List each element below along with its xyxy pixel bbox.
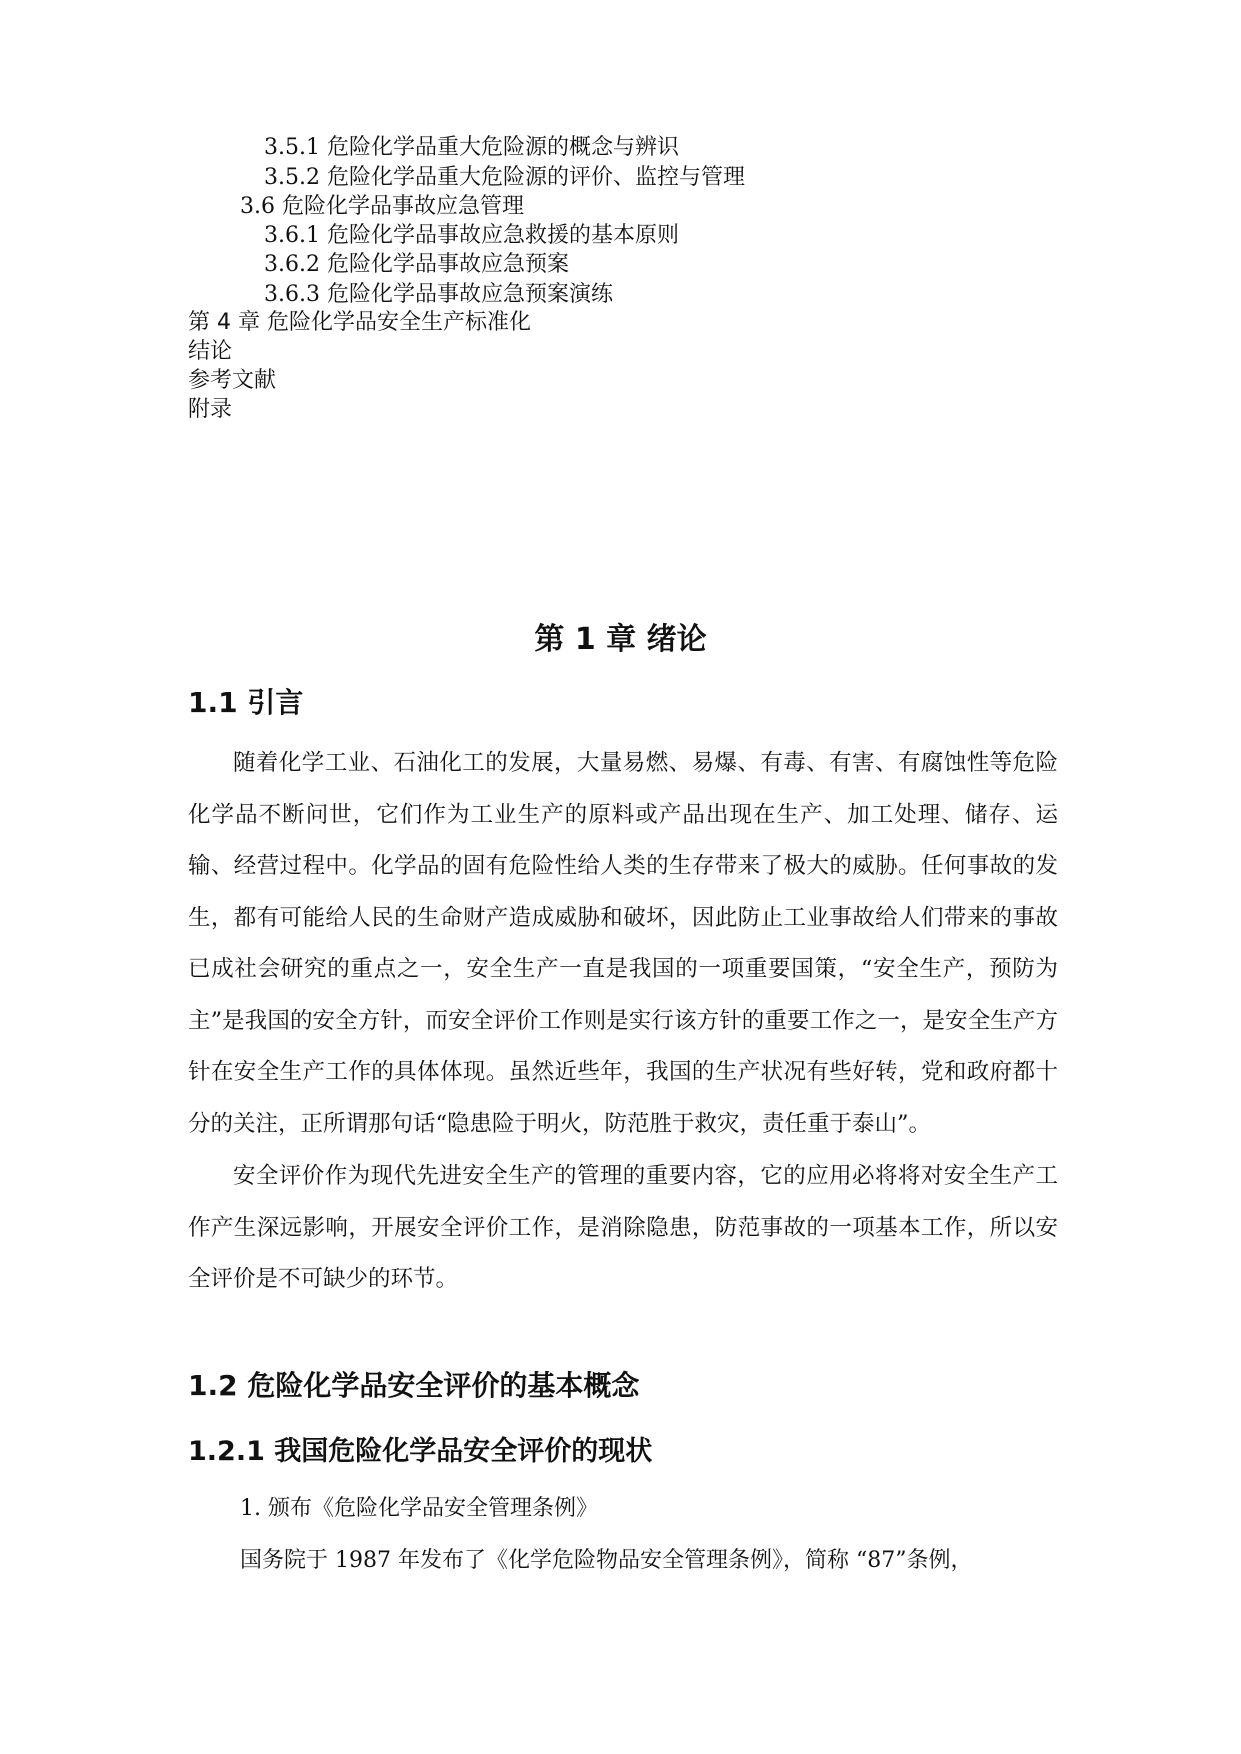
toc-item-conclusion: 结论 [188,339,233,364]
intro-paragraph-2: 安全评价作为现代先进安全生产的管理的重要内容，它的应用必将将对安全生产工作产生深远影响，开展安全评价工作，是消除隐患，防范事故的一项基本工作，所以安全评价是不可缺少的环节。 [188,1163,1058,1292]
toc-item-3-5-2: 3.5.2 危险化学品重大危险源的评价、监控与管理 [264,165,745,190]
toc-item-3-6: 3.6 危险化学品事故应急管理 [240,194,524,219]
toc-item-appendix: 附录 [188,397,233,422]
section-heading-1-1: 1.1 引言 [188,686,304,719]
toc-item-3-6-1: 3.6.1 危险化学品事故应急救援的基本原则 [264,223,679,248]
toc-item-references: 参考文献 [188,368,277,393]
chapter-title: 第 1 章 绪论 [534,622,707,657]
list-item-1: 1. 颁布《危险化学品安全管理条例》 [240,1496,598,1521]
section-heading-1-2: 1.2 危险化学品安全评价的基本概念 [188,1369,640,1402]
toc-item-3-6-3: 3.6.3 危险化学品事故应急预案演练 [264,282,613,307]
body-text-line: 国务院于 1987 年发布了《化学危险物品安全管理条例》，简称 “87”条例， [240,1548,973,1573]
intro-paragraph-1: 随着化学工业、石油化工的发展，大量易燃、易爆、有毒、有害、有腐蚀性等危险化学品不断问世，它们作为工业生产的原料或产品出现在生产、加工处理、储存、运输、经营过程中。化学品的固有危险性给人类的生存带来了极大的威胁。任何事故的发生，都有可能给人民的生命财产造成威胁和破坏，因此防止工业事故给人们带来的事故已成社会研究的重点之一，安全生产一直是我国的一项重要国策，“安全生产，预防为主”是我国的安全方针，而安全评价工作则是实行该方针的重要工作之一，是安全生产方针在安全生产工作的具体体现。虽然近些年，我国的生产状况有些好转，党和政府都十分的关注，正所谓那句话“隐患险于明火，防范胜于救灾，责任重于泰山”。 [188,750,1058,1137]
toc-item-3-6-2: 3.6.2 危险化学品事故应急预案 [264,252,569,277]
section-heading-1-2-1: 1.2.1 我国危险化学品安全评价的现状 [188,1436,653,1467]
toc-item-3-5-1: 3.5.1 危险化学品重大危险源的概念与辨识 [264,135,679,160]
toc-item-chapter-4: 第 4 章 危险化学品安全生产标准化 [188,310,531,335]
